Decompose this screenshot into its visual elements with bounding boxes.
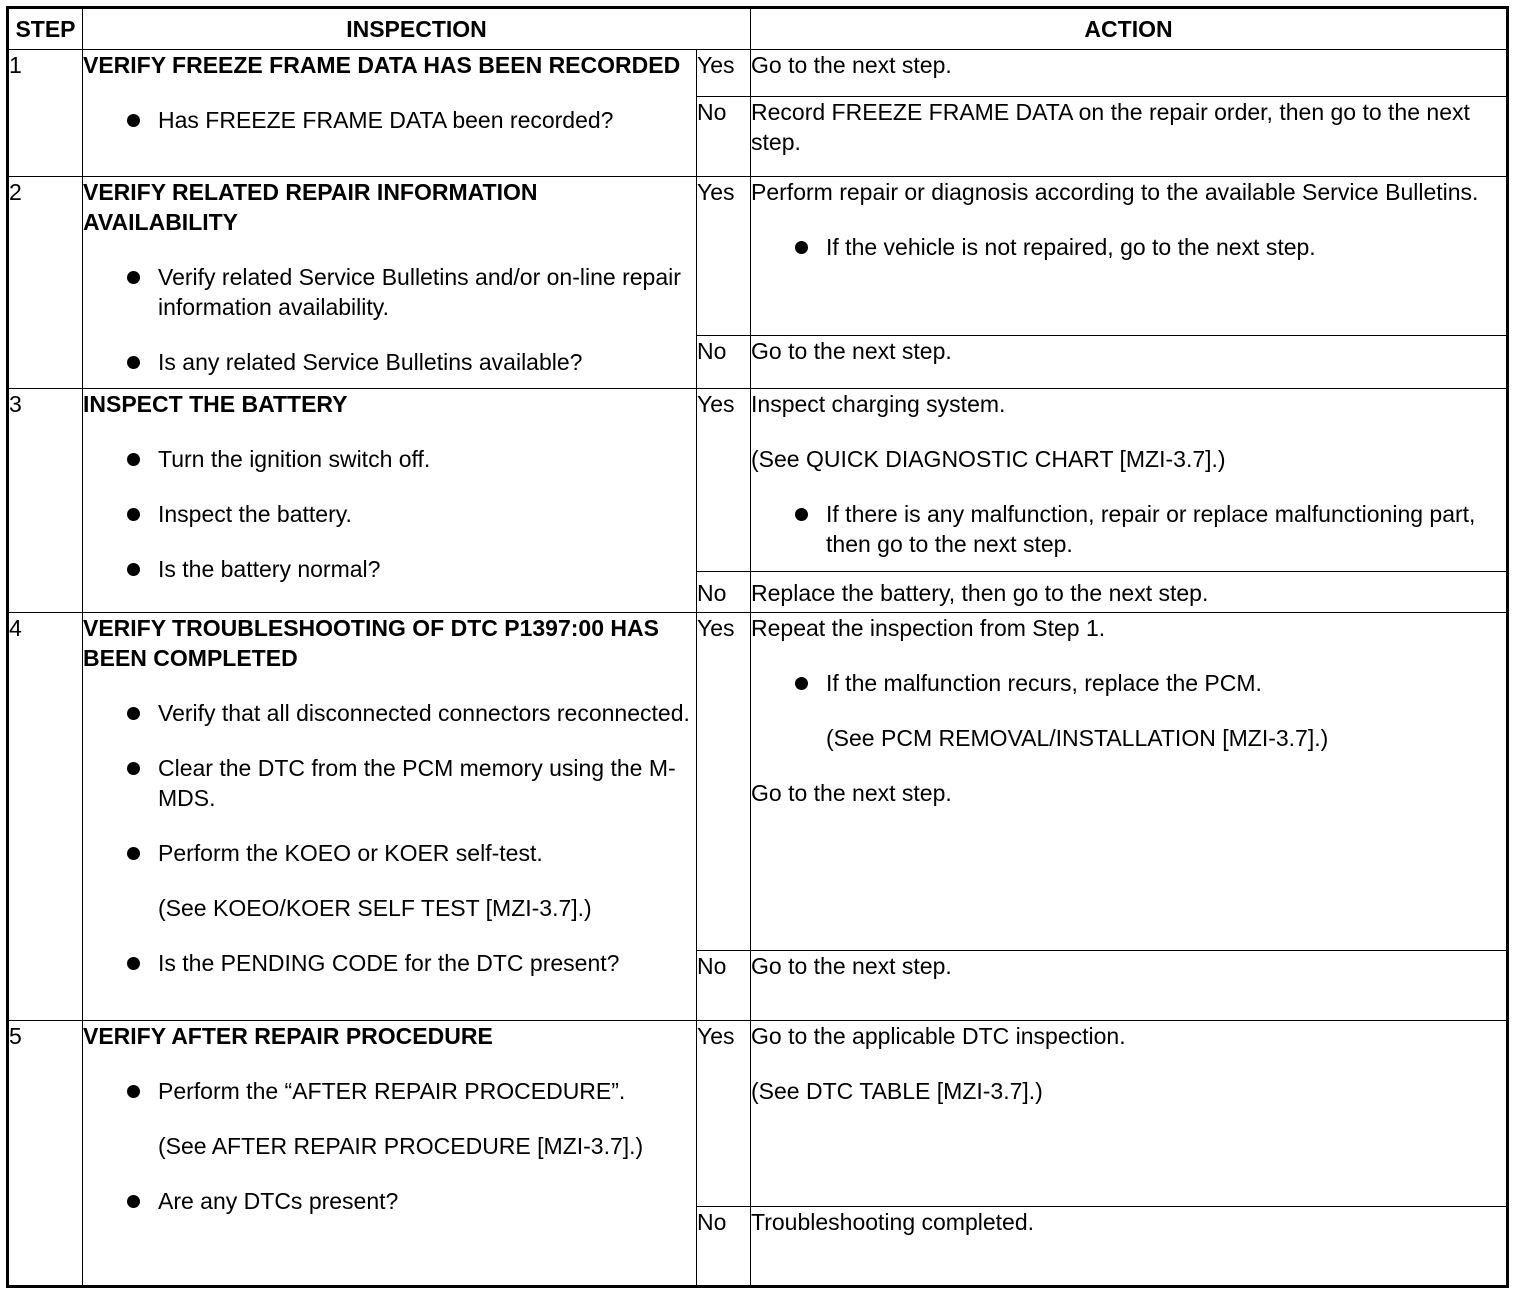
yes-action xyxy=(751,50,1508,97)
inspection-bullet: Verify that all disconnected connectors reconnected. xyxy=(83,698,696,728)
inspection-bullet: Is the battery normal? xyxy=(83,554,696,584)
inspection-cell xyxy=(83,50,697,177)
action-text: Go to the applicable DTC inspection. xyxy=(751,1023,1126,1049)
yes-action xyxy=(751,389,1508,572)
inspection-note: (See AFTER REPAIR PROCEDURE [MZI-3.7].) xyxy=(158,1133,644,1159)
inspection-title: VERIFY FREEZE FRAME DATA HAS BEEN RECORDED xyxy=(83,52,681,78)
action-text: Go to the next step. xyxy=(751,953,952,979)
action-text: Replace the battery, then go to the next step. xyxy=(751,580,1209,606)
action-text: Repeat the inspection from Step 1. xyxy=(751,615,1106,641)
action-text: Troubleshooting completed. xyxy=(751,1209,1035,1235)
step-number: 3 xyxy=(8,389,83,613)
yes-label: Yes xyxy=(697,50,751,97)
inspection-cell xyxy=(83,177,697,389)
no-label: No xyxy=(697,336,751,389)
inspection-bullet: Perform the “AFTER REPAIR PROCEDURE”. xyxy=(83,1076,696,1106)
step-number: 5 xyxy=(8,1021,83,1287)
inspection-note: (See KOEO/KOER SELF TEST [MZI-3.7].) xyxy=(158,895,592,921)
inspection-bullet: Inspect the battery. xyxy=(83,499,696,529)
inspection-bullet: Verify related Service Bulletins and/or on-line repair information availability. xyxy=(83,262,696,322)
yes-label: Yes xyxy=(697,613,751,951)
inspection-cell xyxy=(83,1021,697,1287)
inspection-bullet: Perform the KOEO or KOER self-test. xyxy=(83,838,696,868)
yes-label: Yes xyxy=(697,177,751,336)
action-note: (See PCM REMOVAL/INSTALLATION [MZI-3.7].) xyxy=(826,725,1329,751)
inspection-title: VERIFY TROUBLESHOOTING OF DTC P1397:00 HAS BEEN COMPLETED xyxy=(83,615,659,671)
yes-action xyxy=(751,613,1508,951)
inspection-bullet: Turn the ignition switch off. xyxy=(83,444,696,474)
action-reference: (See DTC TABLE [MZI-3.7].) xyxy=(751,1078,1043,1104)
no-action xyxy=(751,572,1508,613)
action-text: Inspect charging system. xyxy=(751,391,1006,417)
action-reference: (See QUICK DIAGNOSTIC CHART [MZI-3.7].) xyxy=(751,446,1226,472)
header-action: ACTION xyxy=(751,8,1508,50)
step-1-yes-row xyxy=(8,50,1508,97)
step-3-yes-row xyxy=(8,389,1508,572)
inspection-title: INSPECT THE BATTERY xyxy=(83,391,348,417)
inspection-bullet: Has FREEZE FRAME DATA been recorded? xyxy=(83,105,696,135)
action-text: Record FREEZE FRAME DATA on the repair order, then go to the next step. xyxy=(751,99,1470,155)
action-text: Go to the next step. xyxy=(751,52,952,78)
action-bullet: If the malfunction recurs, replace the PCM. xyxy=(751,668,1506,698)
no-action xyxy=(751,97,1508,177)
no-action xyxy=(751,1207,1508,1287)
step-2-yes-row xyxy=(8,177,1508,336)
no-label: No xyxy=(697,572,751,613)
action-text-after: Go to the next step. xyxy=(751,780,952,806)
step-number: 2 xyxy=(8,177,83,389)
step-4-yes-row xyxy=(8,613,1508,951)
inspection-cell xyxy=(83,389,697,613)
yes-label: Yes xyxy=(697,1021,751,1207)
inspection-bullet: Are any DTCs present? xyxy=(83,1186,696,1216)
yes-action xyxy=(751,1021,1508,1207)
diagnostic-procedure-table xyxy=(6,6,1509,1288)
header-inspection: INSPECTION xyxy=(83,8,751,50)
yes-action xyxy=(751,177,1508,336)
header-row xyxy=(8,8,1508,50)
no-label: No xyxy=(697,97,751,177)
no-action xyxy=(751,336,1508,389)
no-action xyxy=(751,951,1508,1021)
inspection-bullet: Is the PENDING CODE for the DTC present? xyxy=(83,948,696,978)
inspection-cell xyxy=(83,613,697,1021)
action-text: Perform repair or diagnosis according to the available Service Bulletins. xyxy=(751,179,1479,205)
action-text: Go to the next step. xyxy=(751,338,952,364)
action-bullet: If the vehicle is not repaired, go to the next step. xyxy=(751,232,1506,262)
yes-label: Yes xyxy=(697,389,751,572)
step-number: 1 xyxy=(8,50,83,177)
inspection-bullet: Clear the DTC from the PCM memory using the M-MDS. xyxy=(83,753,696,813)
action-bullet: If there is any malfunction, repair or replace malfunctioning part, then go to the next step. xyxy=(751,499,1506,559)
inspection-title: VERIFY AFTER REPAIR PROCEDURE xyxy=(83,1023,493,1049)
no-label: No xyxy=(697,951,751,1021)
no-label: No xyxy=(697,1207,751,1287)
inspection-bullet: Is any related Service Bulletins available? xyxy=(83,347,696,377)
step-5-yes-row xyxy=(8,1021,1508,1207)
header-step: STEP xyxy=(8,8,83,50)
step-number: 4 xyxy=(8,613,83,1021)
inspection-title: VERIFY RELATED REPAIR INFORMATION AVAILABILITY xyxy=(83,179,538,235)
